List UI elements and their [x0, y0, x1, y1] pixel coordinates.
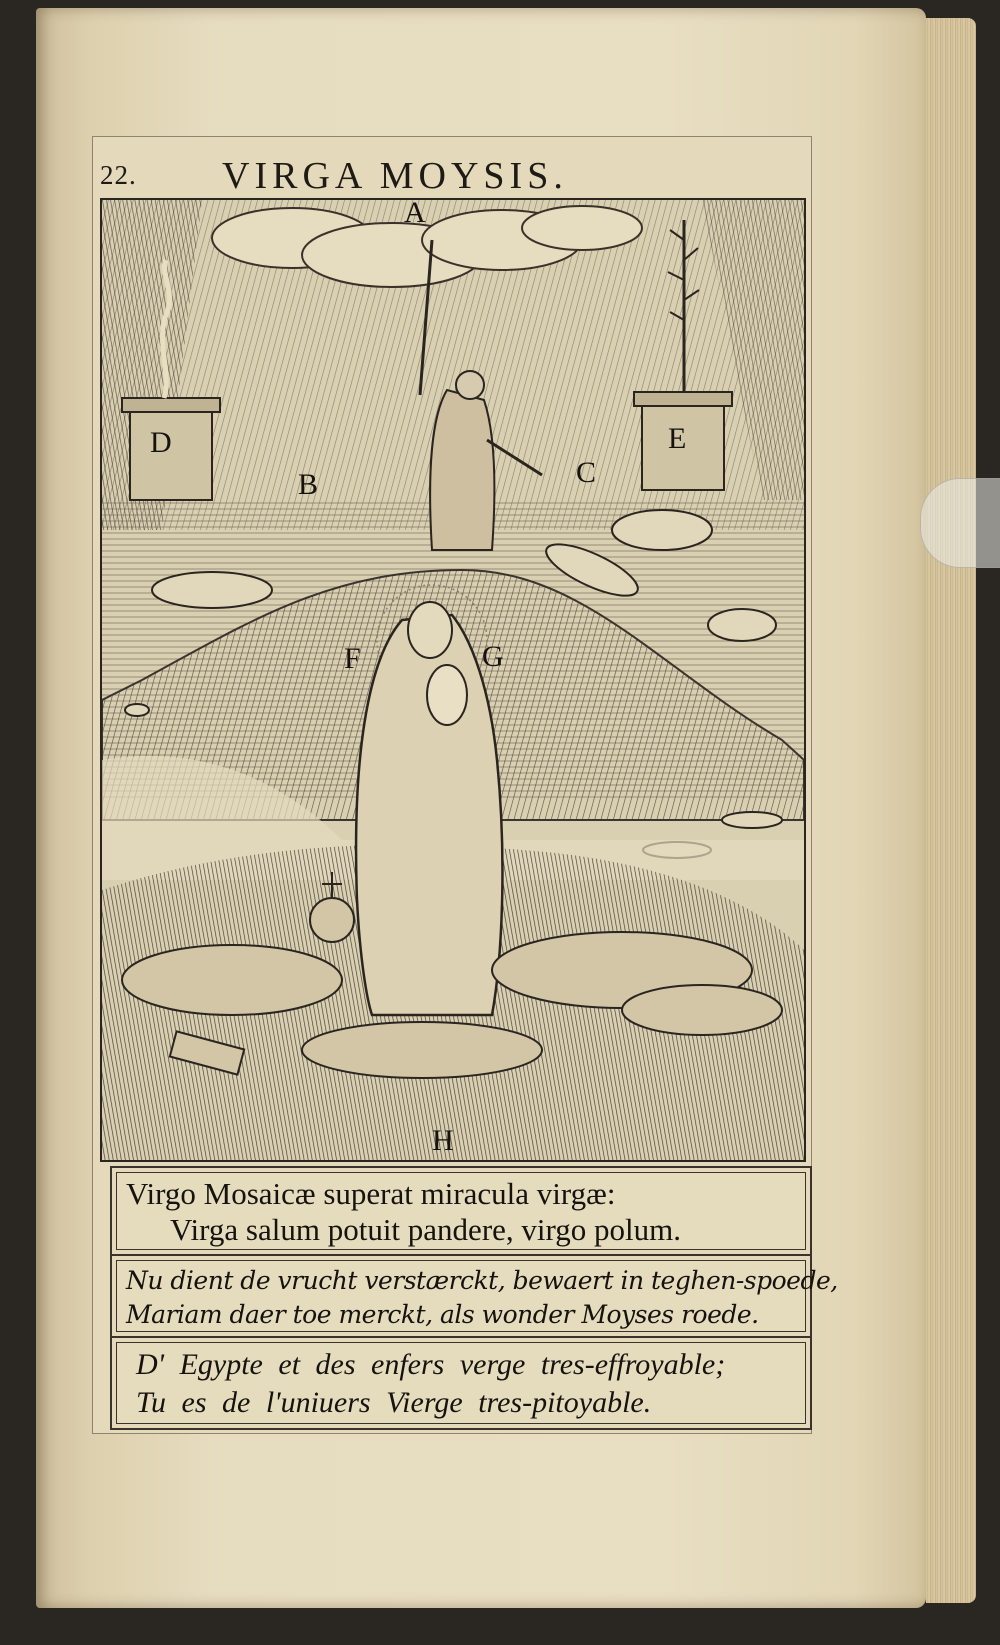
engraving-letter-a: A	[404, 198, 426, 229]
dutch-verse-line-1: Nu dient de vrucht verstærckt, bewaert in teghen-spoede,	[126, 1266, 838, 1295]
bookmark-tab	[920, 478, 1000, 568]
latin-verse-line-2: Virga salum potuit pandere, virgo polum.	[170, 1212, 682, 1247]
engraving-illustration	[100, 198, 806, 1162]
engraving-artwork	[102, 200, 804, 1160]
engraving-letter-d: D	[150, 426, 172, 459]
engraving-letter-f: F	[344, 642, 361, 675]
dutch-verse-line-2: Mariam daer toe merckt, als wonder Moyses roede.	[126, 1300, 759, 1329]
page-edges	[926, 18, 976, 1603]
latin-verse-box	[110, 1166, 812, 1256]
engraving-letter-g: G	[482, 640, 504, 673]
latin-verse-line-1: Virgo Mosaicæ superat miracula virgæ:	[126, 1176, 616, 1211]
plate-title: VIRGA MOYSIS.	[222, 155, 568, 197]
french-verse-line-2: Tu es de l'uniuers Vierge tres-pitoyable.	[136, 1386, 652, 1419]
french-verse-box	[110, 1336, 812, 1430]
dutch-verse-box	[110, 1254, 838, 1338]
engraving-letter-b: B	[298, 468, 319, 501]
page-number: 22.	[100, 160, 137, 190]
engraving-letter-h: H	[432, 1124, 454, 1157]
french-verse-line-1: D' Egypte et des enfers verge tres-effroyable;	[136, 1348, 726, 1381]
engraving-letter-e: E	[668, 422, 687, 455]
engraving-letter-c: C	[576, 456, 597, 489]
